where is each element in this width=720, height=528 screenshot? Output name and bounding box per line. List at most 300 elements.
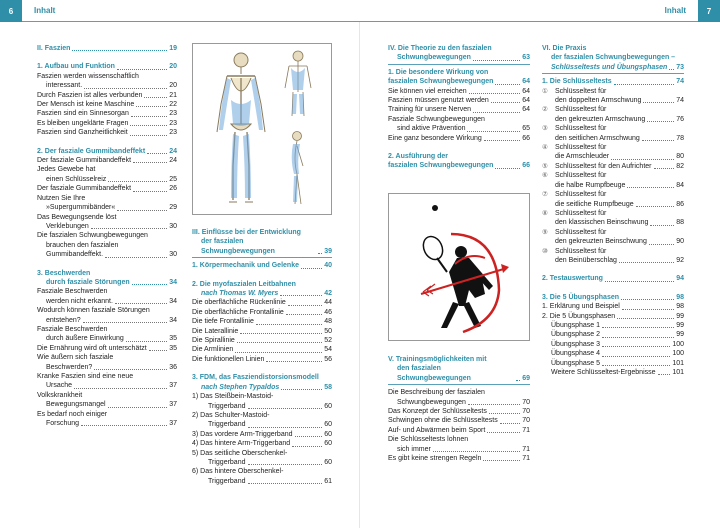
toc-text-line — [542, 171, 684, 180]
toc-entry[interactable] — [192, 420, 332, 429]
toc-line-text: Nutzen Sie Ihre — [37, 194, 86, 202]
page-number: 30 — [169, 251, 177, 259]
toc-entry-title: 2. Die 5 Übungsphasen — [542, 312, 616, 320]
toc-line-text: der faszialen Schwungbewegungen – — [551, 54, 676, 62]
toc-entry-text: den klassischen Beinschwung — [555, 219, 649, 227]
toc-text-line — [542, 228, 684, 237]
toc-entry[interactable] — [542, 134, 684, 143]
page-number: 80 — [676, 153, 684, 161]
dot-leader — [650, 225, 674, 226]
toc-entry[interactable] — [192, 336, 332, 345]
dot-leader — [237, 342, 322, 343]
toc-entry[interactable] — [37, 91, 177, 100]
dot-leader — [130, 135, 168, 136]
page-number: 39 — [324, 247, 332, 255]
dot-leader — [495, 84, 520, 85]
toc-entry[interactable] — [37, 156, 177, 165]
page-number: 52 — [324, 337, 332, 345]
toc-entry-title: Die oberflächliche Rückenlinie — [192, 299, 286, 307]
page-number: 63 — [522, 54, 530, 62]
toc-entry[interactable] — [37, 297, 177, 306]
toc-line-text: 6) Das hintere Oberschenkel- — [192, 468, 284, 476]
toc-text-line — [37, 287, 177, 296]
page-number: 88 — [676, 219, 684, 227]
toc-text-line — [192, 280, 332, 289]
toc-entry[interactable] — [192, 308, 332, 317]
section-rule — [388, 64, 530, 65]
toc-entry-title: Übungsphase 1 — [551, 321, 601, 329]
toc-entry-title: Faszien sind Ganzheitlichkeit — [37, 129, 128, 137]
dot-leader — [115, 303, 167, 304]
toc-entry[interactable] — [37, 222, 177, 231]
page-number: 60 — [324, 421, 332, 429]
toc-entry-title: 1. Erklärung und Beispiel — [542, 303, 620, 311]
toc-line-text: 1) Das Steißbein-Mastoid- — [192, 393, 274, 401]
page-number: 40 — [324, 262, 332, 270]
dot-leader — [266, 361, 322, 362]
toc-entry-title: II. Faszien — [37, 45, 71, 52]
page-number: 64 — [522, 78, 530, 86]
toc-line-text: Schlüsseltest für — [555, 191, 607, 199]
dot-leader — [636, 206, 675, 207]
toc-entry[interactable] — [542, 77, 684, 86]
page-number: 37 — [169, 382, 177, 390]
toc-entry[interactable] — [542, 312, 684, 321]
dot-leader — [280, 295, 322, 296]
page-number: 70 — [522, 398, 530, 406]
dot-leader — [669, 69, 674, 70]
toc-entry[interactable] — [542, 330, 684, 339]
toc-entry[interactable] — [192, 439, 332, 448]
toc-entry[interactable] — [37, 128, 177, 137]
page-number: 35 — [169, 344, 177, 352]
page-number: 92 — [676, 256, 684, 264]
left-page-number: 6 — [0, 0, 22, 22]
toc-entry-text: den seitlichen Armschwung — [555, 134, 640, 142]
toc-entry-title: Die Laterallinie — [192, 327, 239, 335]
dot-leader — [516, 380, 520, 381]
page-number: 70 — [522, 408, 530, 416]
page-number: 34 — [169, 297, 177, 305]
toc-text-line — [388, 115, 530, 124]
toc-entry[interactable] — [388, 105, 530, 114]
dot-leader — [94, 369, 167, 370]
toc-entry-title: Übungsphase 4 — [551, 350, 601, 358]
page-number: 50 — [324, 327, 332, 335]
dot-leader — [469, 93, 521, 94]
toc-entry-text: den doppelten Armschwung — [555, 97, 642, 105]
dot-leader — [605, 281, 674, 282]
dot-leader — [643, 102, 674, 103]
toc-entry-title: Auf- und Abwärmen beim Sport — [388, 426, 486, 434]
dot-leader — [500, 423, 520, 424]
toc-entry[interactable] — [37, 203, 177, 212]
page-number: 101 — [672, 369, 684, 376]
spacer — [37, 138, 177, 147]
toc-entry-title: Training für unsere Nerven — [388, 106, 472, 114]
toc-entry-title: Eine ganz besondere Wirkung — [388, 134, 482, 142]
dot-leader — [105, 257, 167, 258]
toc-text-line — [542, 105, 684, 114]
dot-leader — [248, 464, 323, 465]
page-number: 46 — [324, 308, 332, 316]
page-number: 99 — [676, 321, 684, 329]
toc-column-2 — [192, 228, 332, 486]
dot-leader — [108, 407, 168, 408]
page-number: 60 — [324, 430, 332, 438]
toc-entry-title: 2. Testauswertung — [542, 275, 603, 283]
page-spine — [359, 22, 360, 528]
dot-leader — [72, 50, 167, 51]
toc-entry-title — [542, 115, 645, 124]
page-number: 44 — [324, 299, 332, 307]
toc-text-line — [388, 44, 530, 53]
page-number: 26 — [169, 185, 177, 193]
dot-leader — [611, 159, 674, 160]
page-number: 76 — [676, 115, 684, 123]
dot-leader — [136, 106, 167, 107]
dot-leader — [286, 314, 322, 315]
item-number: ① — [542, 87, 548, 95]
toc-entry[interactable] — [192, 383, 332, 392]
toc-entry-text: die halbe Rumpfbeuge — [555, 181, 626, 189]
toc-entry[interactable] — [37, 381, 177, 390]
toc-entry[interactable] — [388, 364, 530, 383]
toc-entry-title: Übungsphase 2 — [551, 331, 601, 339]
page-number: 34 — [169, 316, 177, 324]
toc-entry-title: 1. Die Schlüsseltests — [542, 78, 612, 86]
toc-entry[interactable] — [192, 237, 332, 256]
dot-leader — [433, 451, 520, 452]
toc-entry-text: die seitliche Rumpfbeuge — [555, 200, 634, 208]
toc-text-line — [37, 325, 177, 334]
tennis-player-figure — [388, 193, 530, 341]
toc-line-text: Schlüsseltest für — [555, 144, 607, 152]
toc-entry-title — [542, 152, 609, 161]
toc-entry[interactable] — [542, 349, 684, 358]
page-number: 99 — [676, 331, 684, 339]
toc-entry[interactable] — [37, 316, 177, 325]
toc-entry[interactable] — [388, 426, 530, 435]
toc-entry-title: durch äußere Einwirkung — [46, 335, 124, 343]
toc-entry[interactable] — [388, 96, 530, 105]
toc-entry-title: Weitere Schlüsseltest-Ergebnisse — [551, 369, 656, 376]
toc-entry[interactable] — [192, 355, 332, 364]
page-number: 23 — [169, 129, 177, 137]
item-number: ⑩ — [542, 247, 548, 255]
toc-text-line — [542, 209, 684, 218]
page-number: 78 — [676, 134, 684, 142]
dot-leader — [117, 69, 167, 70]
page-number: 60 — [324, 458, 332, 466]
toc-entry[interactable] — [192, 458, 332, 467]
toc-entry-title — [542, 256, 617, 265]
page-number: 73 — [676, 63, 684, 71]
toc-entry[interactable] — [542, 359, 684, 368]
page-number: 100 — [672, 350, 684, 358]
toc-column-3-lower — [388, 355, 530, 463]
page-number: 64 — [522, 87, 530, 95]
toc-entry-title — [542, 96, 641, 105]
toc-entry-title: Übungsphase 3 — [551, 340, 601, 348]
page-number: 48 — [324, 318, 332, 326]
toc-entry[interactable] — [37, 400, 177, 409]
toc-entry[interactable] — [192, 327, 332, 336]
toc-entry[interactable] — [37, 250, 177, 259]
skeleton-illustration — [193, 44, 331, 214]
toc-text-line — [37, 372, 177, 381]
page-number: 99 — [676, 312, 684, 320]
toc-entry[interactable] — [37, 62, 177, 71]
dot-leader — [491, 102, 520, 103]
toc-entry-title: Die Spirallinie — [192, 337, 235, 345]
toc-entry[interactable] — [542, 162, 684, 171]
toc-entry[interactable] — [542, 218, 684, 227]
toc-line-text: Jedes Gewebe hat — [37, 166, 96, 174]
toc-text-line — [388, 355, 530, 364]
dot-leader — [654, 168, 675, 169]
dot-leader — [295, 436, 323, 437]
toc-entry-title: Die Ernährung wird oft unterschätzt — [37, 344, 147, 352]
toc-text-line — [37, 353, 177, 362]
toc-entry-title — [542, 134, 640, 143]
page-number: 94 — [676, 275, 684, 283]
toc-line-text: Schlüsseltest für — [555, 172, 607, 180]
toc-line-text: Schlüsseltest für — [555, 228, 607, 236]
dot-leader — [642, 140, 674, 141]
dot-leader — [292, 446, 322, 447]
page-number: 60 — [324, 440, 332, 448]
toc-entry[interactable] — [37, 419, 177, 428]
toc-entry[interactable] — [542, 152, 684, 161]
toc-entry-title: Gummibandeffekt. — [46, 251, 104, 259]
toc-entry[interactable] — [388, 124, 530, 133]
toc-entry[interactable] — [37, 119, 177, 128]
page-number: 29 — [169, 204, 177, 212]
toc-line-text: 3. Beschwerden — [37, 269, 91, 277]
item-number: ⑦ — [542, 191, 548, 199]
dot-leader — [614, 84, 675, 85]
dot-leader — [473, 60, 520, 61]
toc-entry[interactable] — [542, 181, 684, 190]
page-number: 24 — [169, 147, 177, 155]
toc-entry[interactable] — [37, 334, 177, 343]
toc-entry[interactable] — [388, 445, 530, 454]
toc-entry[interactable] — [388, 87, 530, 96]
toc-entry[interactable] — [388, 398, 530, 407]
item-number: ⑥ — [542, 172, 548, 180]
dot-leader — [468, 404, 520, 405]
toc-entry[interactable] — [37, 109, 177, 118]
right-page-number: 7 — [698, 0, 720, 22]
toc-text-line — [542, 247, 684, 256]
dot-leader — [130, 125, 167, 126]
toc-entry-title: werden nicht erkannt. — [46, 297, 113, 305]
toc-entry-title: Die Armlinien — [192, 346, 234, 354]
right-header-label: Inhalt — [664, 6, 686, 15]
tennis-ball — [432, 205, 438, 211]
toc-text-line — [192, 373, 332, 382]
toc-entry-title — [542, 237, 647, 246]
page-number: 22 — [169, 101, 177, 109]
page-number: 98 — [676, 293, 684, 301]
toc-entry[interactable] — [542, 200, 684, 209]
toc-entry-title: Triggerband — [208, 402, 246, 410]
toc-text-line — [542, 143, 684, 152]
toc-entry[interactable] — [388, 407, 530, 416]
page-number: 64 — [522, 106, 530, 114]
dot-leader — [658, 374, 671, 375]
toc-line-text: Faszien werden wissenschaftlich — [37, 72, 139, 80]
toc-entry-title: der faszialen Schwungbewegungen — [201, 238, 275, 255]
dot-leader — [126, 341, 167, 342]
toc-entry[interactable] — [542, 293, 684, 302]
toc-line-text: VI. Die Praxis — [542, 45, 587, 52]
toc-entry[interactable] — [388, 134, 530, 143]
dot-leader — [627, 187, 674, 188]
dot-leader — [602, 356, 670, 357]
dot-leader — [240, 333, 322, 334]
toc-text-line — [37, 213, 177, 222]
page-number: 74 — [676, 78, 684, 86]
page-number: 21 — [169, 91, 177, 99]
toc-entry-title — [542, 162, 652, 171]
toc-entry-title: 1. Körpermechanik und Gelenke — [192, 262, 299, 270]
toc-entry[interactable] — [388, 53, 530, 62]
toc-line-text: Schlüsseltest für — [555, 125, 607, 133]
toc-entry[interactable] — [37, 175, 177, 184]
toc-text-line — [542, 124, 684, 133]
left-page-header — [0, 0, 360, 22]
toc-entry[interactable] — [192, 289, 332, 298]
toc-entry[interactable] — [388, 77, 530, 86]
toc-entry[interactable] — [542, 115, 684, 124]
dot-leader — [133, 162, 167, 163]
page-number: 82 — [676, 162, 684, 170]
right-page-header — [360, 0, 720, 22]
dot-leader — [622, 309, 674, 310]
toc-entry-title — [542, 181, 625, 190]
toc-line-text: Wodurch können fasziale Störungen — [37, 307, 150, 315]
toc-entry-text: Schlüsseltest für den Aufrichter — [555, 162, 652, 170]
toc-line-text: Schlüsseltest für — [555, 247, 607, 255]
toc-entry[interactable] — [192, 430, 332, 439]
dot-leader — [248, 483, 323, 484]
toc-line-text: Kranke Faszien sind eine neue — [37, 373, 134, 380]
toc-entry[interactable] — [192, 345, 332, 354]
toc-entry[interactable] — [542, 274, 684, 283]
toc-text-line — [388, 435, 530, 444]
toc-line-text: Die Schlüsseltests lohnen — [388, 436, 469, 444]
dot-leader — [489, 413, 520, 414]
page-number: 100 — [672, 340, 684, 348]
toc-entry[interactable] — [192, 402, 332, 411]
toc-entry-title: entstehen? — [46, 316, 81, 324]
toc-entry-title: Das Konzept der Schlüsseltests — [388, 408, 487, 416]
toc-entry-title: 1. Aufbau und Funktion — [37, 63, 115, 71]
toc-entry[interactable] — [37, 81, 177, 90]
toc-entry[interactable] — [542, 256, 684, 265]
toc-entry-title: Die funktionellen Linien — [192, 355, 265, 363]
page-number: 61 — [324, 477, 332, 485]
page-number: 54 — [324, 346, 332, 354]
page-number: 90 — [676, 238, 684, 246]
toc-entry[interactable] — [542, 321, 684, 330]
toc-line-text: Wie äußern sich fasziale — [37, 354, 114, 362]
toc-entry-title: Sie können viel erreichen — [388, 87, 467, 95]
page-number: 71 — [522, 455, 530, 463]
page-number: 36 — [169, 363, 177, 371]
toc-entry[interactable] — [37, 363, 177, 372]
dot-leader — [484, 140, 520, 141]
toc-entry[interactable] — [192, 298, 332, 307]
toc-entry-title: Triggerband — [208, 458, 246, 466]
toc-entry[interactable] — [542, 368, 684, 377]
toc-line-text: Fasziale Beschwerden — [37, 288, 108, 296]
toc-entry[interactable] — [542, 63, 684, 72]
toc-entry-title: Verklebungen — [46, 222, 89, 230]
toc-entry-title: Die oberflächliche Frontallinie — [192, 308, 284, 316]
toc-line-text: Es bedarf noch einiger — [37, 410, 108, 418]
toc-entry[interactable] — [37, 100, 177, 109]
toc-entry-title: sich immer — [397, 445, 431, 453]
dot-leader — [74, 388, 167, 389]
toc-entry[interactable] — [542, 237, 684, 246]
dot-leader — [495, 168, 520, 169]
toc-entry[interactable] — [192, 477, 332, 486]
toc-column-1 — [37, 44, 177, 428]
toc-entry-title: interessant. — [46, 82, 83, 90]
toc-entry-title: Triggerband — [208, 421, 246, 429]
toc-column-4 — [542, 44, 684, 377]
page-number: 65 — [522, 125, 530, 133]
dot-leader — [256, 324, 322, 325]
toc-line-text: brauchen den faszialen — [46, 241, 119, 249]
toc-entry[interactable] — [542, 340, 684, 349]
toc-entry-title: Schwingen ohne die Schlüsseltests — [388, 417, 498, 425]
toc-entry[interactable] — [37, 184, 177, 193]
page-number: 20 — [169, 82, 177, 90]
page-number: 56 — [324, 355, 332, 363]
dot-leader — [602, 337, 674, 338]
toc-line-text: Das Bewegungsende löst — [37, 213, 117, 221]
toc-entry[interactable] — [192, 261, 332, 270]
toc-entry[interactable] — [37, 278, 177, 287]
toc-entry-title: sind aktive Prävention — [397, 125, 466, 133]
toc-entry[interactable] — [192, 317, 332, 326]
toc-entry[interactable] — [388, 416, 530, 425]
toc-entry-title: Forschung — [46, 420, 80, 428]
toc-entry-title: Faszien sind ein Sinnesorgan — [37, 110, 129, 118]
section-rule — [192, 257, 332, 258]
toc-text-line — [192, 228, 332, 237]
page-number: 71 — [522, 445, 530, 453]
page-number: 19 — [169, 45, 177, 52]
toc-entry[interactable] — [388, 161, 530, 170]
toc-entry[interactable] — [542, 302, 684, 311]
toc-entry[interactable] — [388, 454, 530, 463]
toc-column-3 — [388, 44, 530, 171]
toc-text-line — [542, 87, 684, 96]
dot-leader — [483, 460, 520, 461]
toc-entry[interactable] — [37, 344, 177, 353]
page-number: 37 — [169, 420, 177, 428]
page-number: 37 — [169, 401, 177, 409]
toc-entry[interactable] — [37, 44, 177, 53]
toc-entry[interactable] — [542, 96, 684, 105]
spacer — [192, 364, 332, 373]
toc-entry[interactable] — [37, 147, 177, 156]
